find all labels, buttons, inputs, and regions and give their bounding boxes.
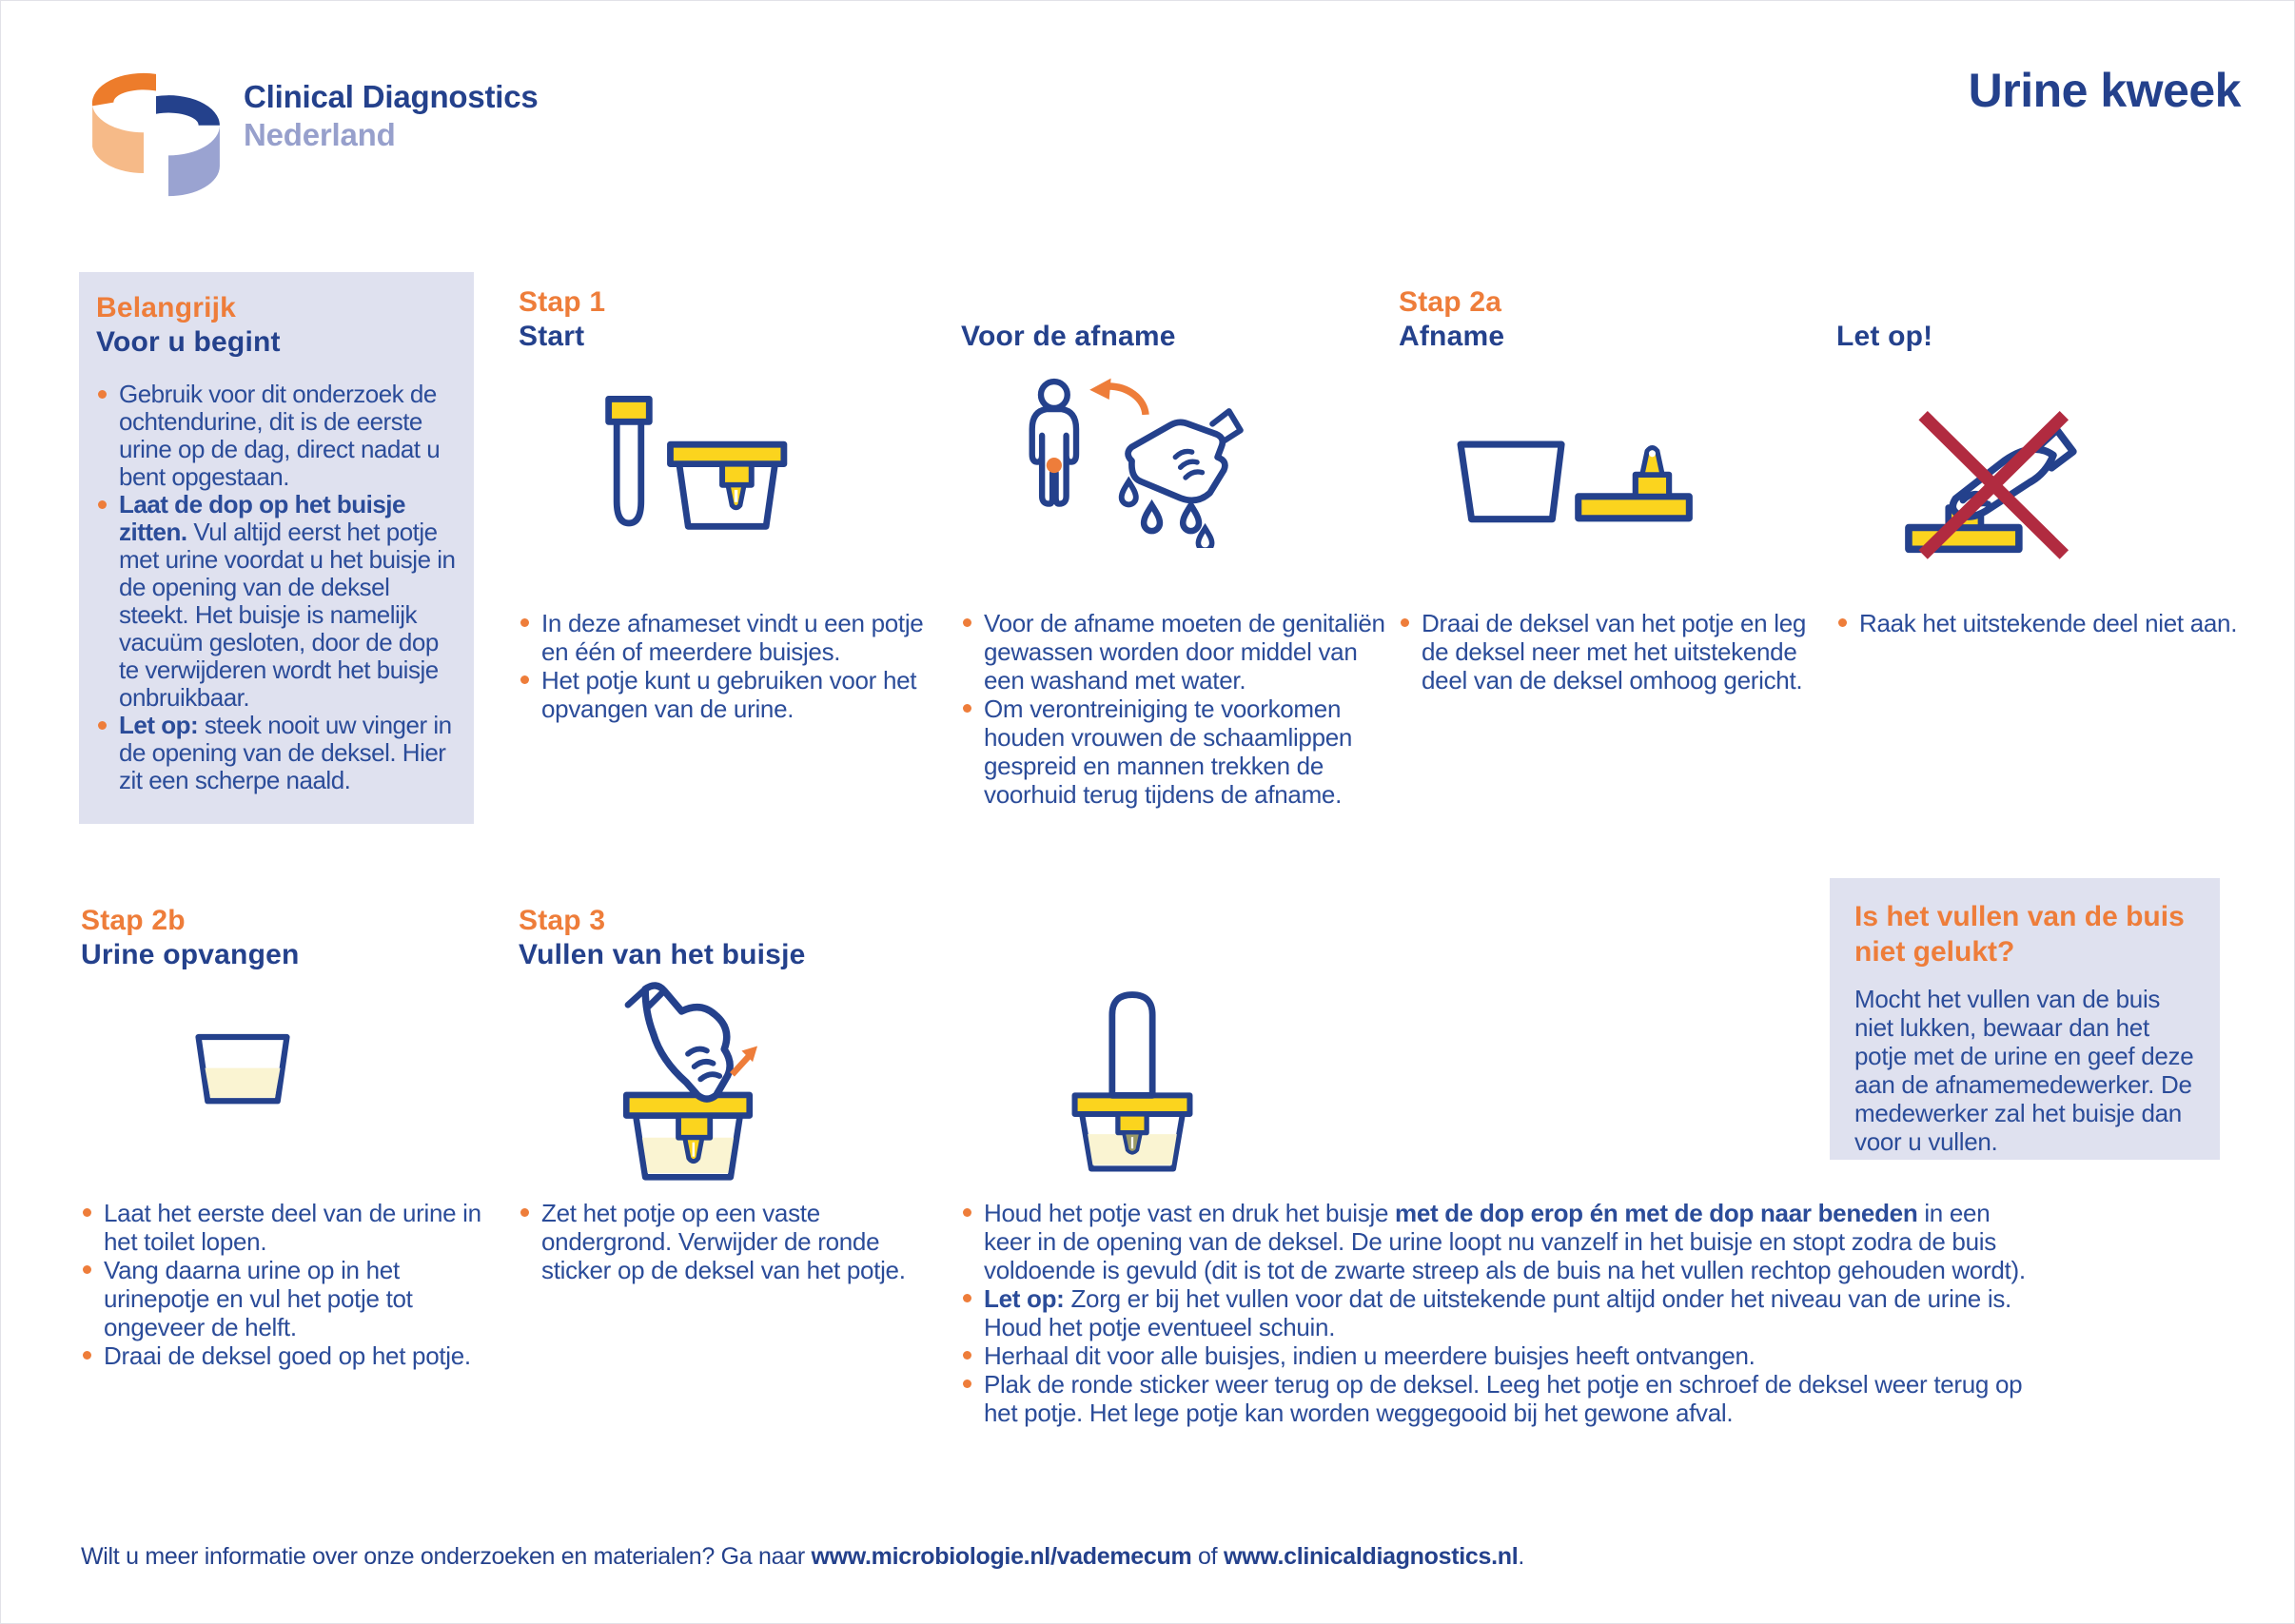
stap2a-list bbox=[1399, 609, 1817, 695]
letop-title: Let op! bbox=[1836, 321, 1933, 352]
niet-gelukt-title: Is het vullen van de buis niet gelukt? bbox=[1854, 901, 2185, 968]
list-item: Draai de deksel van het potje en leg de deksel neer met het uitstekende deel van de deksel omhoog gericht. bbox=[1399, 609, 1817, 695]
stap3-vervolg-list bbox=[961, 1199, 2027, 1427]
letop-list bbox=[1836, 609, 2257, 637]
list-item: Voor de afname moeten de genitaliën gewassen worden door middel van een washand met water. bbox=[961, 609, 1389, 695]
list-item: Let op: Zorg er bij het vullen voor dat de uitstekende punt altijd onder het niveau van de urine is. Houd het potje eventueel schuin. bbox=[961, 1284, 2027, 1341]
stap2a-title: Afname bbox=[1399, 321, 1505, 352]
belangrijk-label: Belangrijk bbox=[96, 292, 237, 323]
person-washing-hands-icon bbox=[999, 358, 1265, 548]
list-item: Laat het eerste deel van de urine in het toilet lopen. bbox=[81, 1199, 509, 1256]
clinical-diagnostics-ribbon-logo bbox=[81, 48, 231, 198]
do-not-touch-lid-icon bbox=[1903, 392, 2093, 573]
footer-url-microbiologie: www.microbiologie.nl/vademecum bbox=[811, 1543, 1192, 1570]
list-item: Draai de deksel goed op het potje. bbox=[81, 1341, 509, 1370]
belangrijk-panel bbox=[79, 272, 474, 824]
test-tube-and-cup-icon bbox=[595, 396, 790, 534]
list-item: Het potje kunt u gebruiken voor het opvangen van de urine. bbox=[519, 666, 942, 723]
belangrijk-title: Voor u begint bbox=[96, 326, 281, 358]
brand-wordmark bbox=[244, 78, 539, 154]
stap3-title: Vullen van het buisje bbox=[519, 939, 806, 970]
half-filled-cup-icon bbox=[193, 1032, 292, 1106]
list-item: Houd het potje vast en druk het buisje met de dop erop én met de dop naar beneden in een keer in de opening van de deksel. De urine loopt nu vanzelf in het buisje en stopt zodra de buis voldoende is gevuld (dit is tot de zwarte streep als de buis na het vullen rechtop gehouden wordt). bbox=[961, 1199, 2027, 1284]
list-item: Raak het uitstekende deel niet aan. bbox=[1836, 609, 2257, 637]
cup-and-lid-icon bbox=[1454, 438, 1706, 538]
list-item: Gebruik voor dit onderzoek de ochtendurine, dit is de eerste urine op de dag, direct nadat u bent opgestaan. bbox=[96, 381, 457, 491]
stap3-list bbox=[519, 1199, 937, 1284]
section-voor-de-afname bbox=[961, 285, 1389, 832]
niet-gelukt-panel bbox=[1830, 878, 2220, 1160]
footer-url-clinicaldiagnostics: www.clinicaldiagnostics.nl bbox=[1223, 1543, 1519, 1570]
hand-removing-sticker-icon bbox=[609, 978, 767, 1184]
stap1-title: Start bbox=[519, 321, 585, 352]
footer-text: Wilt u meer informatie over onze onderzoeken en materialen? Ga naar bbox=[81, 1543, 812, 1570]
section-stap2a bbox=[1399, 285, 1817, 832]
stap1-label: Stap 1 bbox=[519, 286, 606, 318]
list-item: In deze afnameset vindt u een potje en één of meerdere buisjes. bbox=[519, 609, 942, 666]
section-stap1 bbox=[519, 285, 942, 832]
section-stap3 bbox=[519, 904, 956, 1437]
stap3-label: Stap 3 bbox=[519, 905, 606, 936]
footer-info: Wilt u meer informatie over onze onderzoeken en materialen? Ga naar www.microbiologie.nl/vademecum of www.clinicaldiagnostics.nl. bbox=[81, 1543, 1525, 1570]
section-letop bbox=[1836, 285, 2257, 832]
stap2b-title: Urine opvangen bbox=[81, 939, 300, 970]
brand-name: Clinical Diagnostics bbox=[244, 79, 539, 114]
list-item: Vang daarna urine op in het urinepotje en vul het potje tot ongeveer de helft. bbox=[81, 1256, 509, 1341]
list-item: Let op: steek nooit uw vinger in de opening van de deksel. Hier zit een scherpe naald. bbox=[96, 712, 457, 794]
niet-gelukt-body: Mocht het vullen van de buis niet lukken, bewaar dan het potje met de urine en geef deze aan de afnamemedewerker. De medewerker zal het buisje dan voor u vullen. bbox=[1854, 985, 2194, 1156]
list-item: Herhaal dit voor alle buisjes, indien u meerdere buisjes heeft ontvangen. bbox=[961, 1341, 2027, 1370]
stap2b-label: Stap 2b bbox=[81, 905, 186, 936]
tube-in-cup-icon bbox=[1068, 988, 1197, 1176]
brand-country: Nederland bbox=[244, 117, 396, 152]
stap1-list bbox=[519, 609, 942, 723]
list-item: Laat de dop op het buisje zitten. Vul altijd eerst het potje met urine voordat u het buisje in de opening van de deksel steekt. Het buisje is namelijk vacuüm gesloten, door de dop te verwijderen wordt het buisje onbruikbaar. bbox=[96, 491, 457, 712]
section-stap2b bbox=[81, 904, 509, 1437]
page-title: Urine kweek bbox=[1968, 64, 2241, 117]
belangrijk-list bbox=[96, 381, 457, 794]
stap2a-label: Stap 2a bbox=[1399, 286, 1502, 318]
list-item: Plak de ronde sticker weer terug op de deksel. Leeg het potje en schroef de deksel weer terug op het potje. Het lege potje kan worden weggegooid bij het gewone afval. bbox=[961, 1370, 2027, 1427]
stap2b-list bbox=[81, 1199, 509, 1370]
voor-afname-title: Voor de afname bbox=[961, 321, 1176, 352]
list-item: Zet het potje op een vaste ondergrond. Verwijder de ronde sticker op de deksel van het potje. bbox=[519, 1199, 937, 1284]
voor-afname-list bbox=[961, 609, 1389, 809]
list-item: Om verontreiniging te voorkomen houden vrouwen de schaamlippen gespreid en mannen trekken de voorhuid terug tijdens de afname. bbox=[961, 695, 1389, 809]
